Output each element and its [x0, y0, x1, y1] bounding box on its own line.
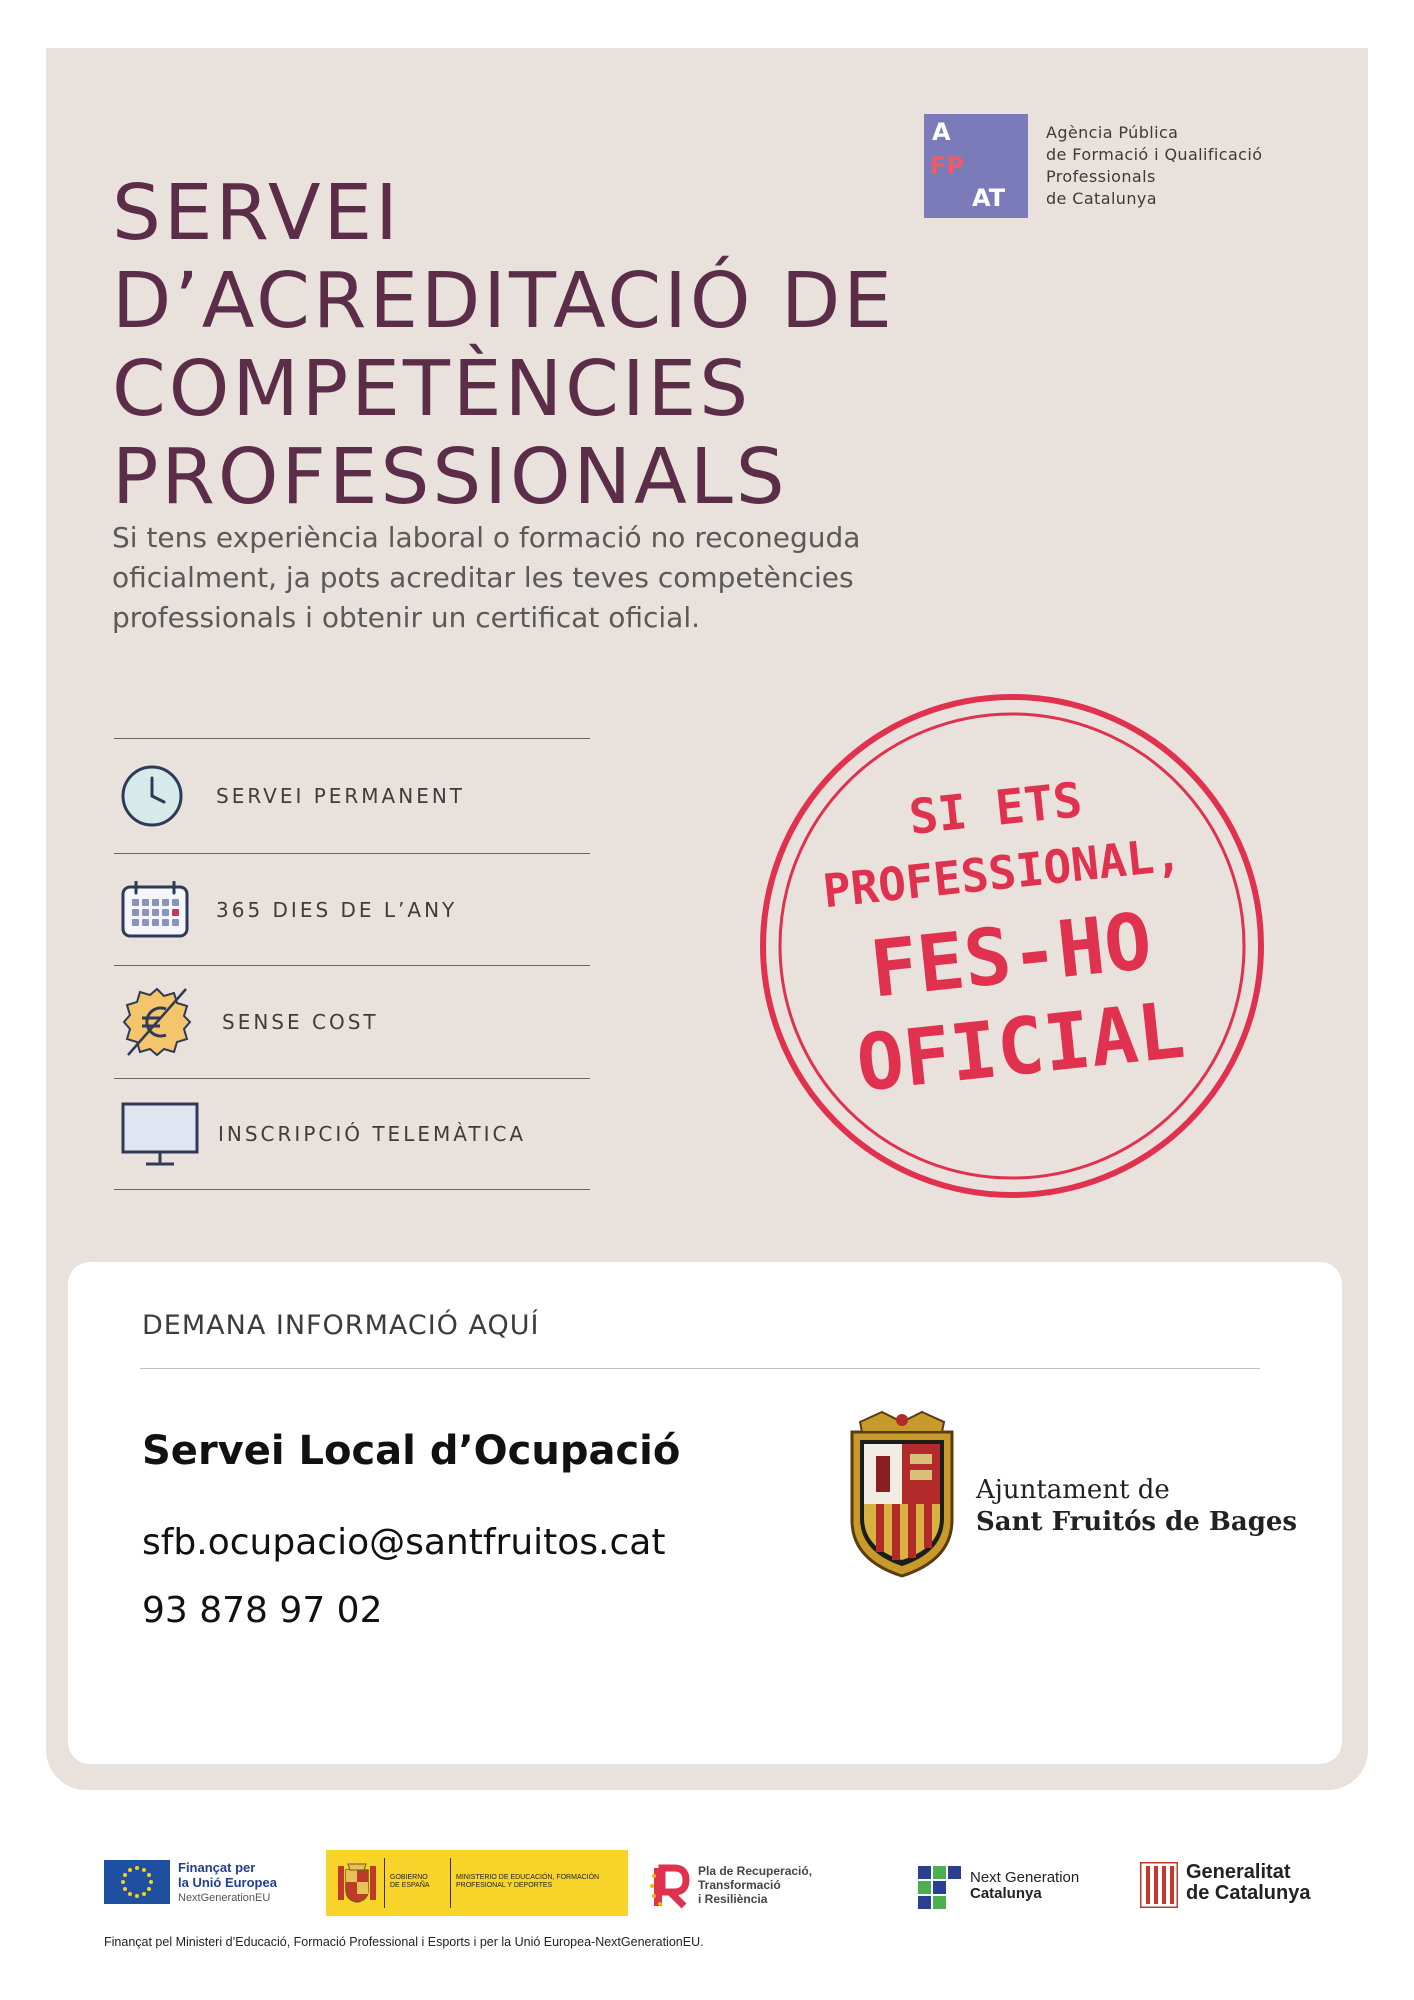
eu-text	[178, 1860, 277, 1906]
generalitat-text	[1186, 1862, 1310, 1908]
organization-name: Servei Local d’Ocupació	[142, 1428, 681, 1474]
spain-coat-of-arms-icon	[334, 1860, 380, 1906]
feature-item	[114, 853, 590, 965]
agency-name	[1046, 122, 1262, 210]
title-line: SERVEI	[112, 169, 401, 258]
clock-icon	[120, 764, 184, 828]
gob-text: GOBIERNO DE ESPAÑA	[390, 1874, 430, 1889]
prtr-line: i Resiliència	[698, 1892, 768, 1906]
stamp-line-2: PROFESSIONAL,	[820, 826, 1185, 919]
calendar-icon	[120, 881, 190, 939]
town-line: Ajuntament de	[976, 1475, 1170, 1505]
divider	[140, 1368, 1260, 1369]
next-generation-icon	[918, 1866, 962, 1910]
contact-phone[interactable]: 93 878 97 02	[142, 1590, 383, 1631]
prtr-line: Transformació	[698, 1878, 781, 1892]
eu-flag-icon	[104, 1860, 170, 1904]
feature-label: 365 DIES DE L’ANY	[216, 897, 458, 922]
ministry-text: MINISTERIO DE EDUCACIÓN, FORMACIÓN PROFESIONAL Y DEPORTES	[456, 1874, 600, 1889]
stamp-line-1: SI ETS	[906, 772, 1085, 846]
next-generation-text	[970, 1870, 1079, 1910]
recovery-plan-text	[698, 1864, 812, 1910]
no-euro-icon	[120, 985, 194, 1059]
logo-letters-fp: FP	[930, 152, 964, 180]
recovery-plan-logo	[650, 1864, 812, 1910]
page-title	[112, 170, 895, 522]
divider	[384, 1858, 385, 1908]
feature-label: INSCRIPCIÓ TELEMÀTICA	[218, 1122, 527, 1146]
divider	[450, 1858, 451, 1908]
town-name	[976, 1474, 1297, 1538]
stamp-line-4: OFICIAL	[852, 985, 1189, 1110]
title-line: COMPETÈNCIES	[112, 345, 752, 434]
contact-email[interactable]: sfb.ocupacio@santfruitos.cat	[142, 1522, 666, 1563]
agency-line: de Formació i Qualificació	[1046, 145, 1263, 164]
town-crest-icon	[842, 1410, 962, 1580]
fpat-logo-mark	[924, 114, 1028, 218]
gen-line: de Catalunya	[1186, 1882, 1311, 1904]
info-heading: DEMANA INFORMACIÓ AQUÍ	[142, 1310, 540, 1341]
funders-bar	[0, 1848, 1414, 1928]
generalitat-logo	[1140, 1862, 1310, 1908]
logo-letters-at: AT	[972, 184, 1006, 212]
agency-logo	[924, 114, 1262, 218]
title-line: PROFESSIONALS	[112, 433, 788, 522]
eu-line: la Unió Europea	[178, 1875, 277, 1890]
feature-label: SENSE COST	[222, 1010, 379, 1034]
gen-line: Generalitat	[1186, 1861, 1291, 1883]
logo-letter-a: A	[932, 118, 951, 146]
spain-government-logo	[326, 1850, 628, 1916]
recovery-plan-icon	[650, 1864, 690, 1910]
features-list	[114, 738, 590, 1190]
ngc-line: Next Generation	[970, 1869, 1080, 1886]
town-line: Sant Fruitós de Bages	[976, 1507, 1298, 1537]
stamp-line-3: FES-HO	[866, 896, 1156, 1016]
funding-footnote: Finançat pel Ministeri d’Educació, Formació Professional i Esports i per la Unió Europea-NextGenerationEU.	[104, 1935, 704, 1949]
eu-line: Finançat per	[178, 1860, 256, 1875]
eu-line: NextGenerationEU	[178, 1892, 271, 1904]
generalitat-icon	[1140, 1862, 1178, 1908]
title-line: D’ACREDITACIÓ DE	[112, 257, 895, 346]
contact-card	[68, 1262, 1342, 1764]
official-stamp	[758, 692, 1266, 1200]
ngc-line: Catalunya	[970, 1885, 1042, 1902]
agency-line: Professionals	[1046, 167, 1156, 186]
agency-line: Agència Pública	[1046, 123, 1179, 142]
intro-text: Si tens experiència laboral o formació no reconeguda oficialment, ja pots acreditar les teves competències professionals i obtenir un certificat oficial.	[112, 521, 861, 634]
feature-item	[114, 965, 590, 1078]
agency-line: de Catalunya	[1046, 189, 1157, 208]
eu-logo	[104, 1860, 277, 1906]
prtr-line: Pla de Recuperació,	[698, 1864, 813, 1878]
feature-label: SERVEI PERMANENT	[216, 784, 466, 808]
monitor-icon	[120, 1101, 200, 1167]
feature-item	[114, 1078, 590, 1190]
next-generation-catalunya-logo	[918, 1866, 1079, 1910]
feature-item	[114, 738, 590, 853]
